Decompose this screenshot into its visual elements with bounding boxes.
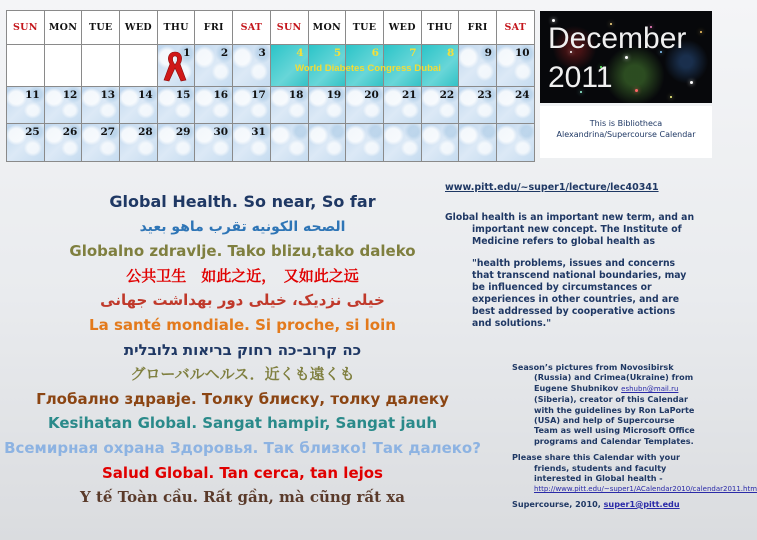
- day-number: 12: [62, 89, 78, 101]
- weekday-header: WED: [384, 11, 422, 45]
- quote-text: "health problems, issues and concerns that transcend national boundaries, may be influenced by circumstances or experiences in other countries, and are best addressed by cooperative actions and solutions.": [472, 258, 687, 329]
- day-number: 6: [371, 47, 379, 59]
- day-number: 16: [213, 89, 229, 101]
- empty-day-cell: [45, 45, 83, 87]
- share-text: [512, 452, 757, 495]
- day-cell: [384, 87, 422, 124]
- day-number: 26: [62, 126, 78, 138]
- day-number: 25: [25, 126, 40, 138]
- slogan-line: Globalno zdravlje. Tako blizu,tako daleko: [69, 242, 416, 261]
- day-number: 23: [477, 89, 492, 101]
- day-number: 27: [100, 126, 116, 138]
- day-cell: [45, 87, 83, 124]
- day-number: 21: [401, 89, 417, 101]
- slogan-line: خیلی نزدیک، خیلی دور بهداشت جهانی: [100, 291, 385, 310]
- day-number: 15: [175, 89, 191, 101]
- slogan-line: 公共卫生 如此之近， 又如此之远: [126, 266, 359, 285]
- sparkle-decoration: [700, 31, 702, 33]
- day-number: 22: [439, 89, 455, 101]
- day-number: 14: [138, 89, 153, 101]
- day-cell: [422, 45, 460, 87]
- day-cell: [158, 45, 196, 87]
- day-number: 1: [183, 47, 191, 59]
- weekday-header: SAT: [497, 11, 535, 45]
- weekday-header: TUE: [346, 11, 384, 45]
- sparkle-decoration: [625, 56, 628, 59]
- day-cell: [271, 45, 309, 87]
- share-link[interactable]: http://www.pitt.edu/~super1/ACalendar2010/calendar2011.htm: [534, 485, 757, 494]
- day-number: 28: [138, 126, 153, 138]
- slogan-line: Salud Global. Tan cerca, tan lejos: [102, 463, 383, 482]
- day-cell: [422, 87, 460, 124]
- day-number: 20: [364, 89, 379, 101]
- year: 2011: [548, 61, 613, 94]
- day-cell: [459, 45, 497, 87]
- slogan-line: Kesihatan Global. Sangat hampir, Sangat jauh: [47, 414, 438, 433]
- weekday-header: SAT: [233, 11, 271, 45]
- aids-ribbon-icon: [162, 47, 191, 87]
- day-number: 10: [515, 47, 530, 59]
- day-number: 29: [175, 126, 191, 138]
- weekday-header: THU: [422, 11, 460, 45]
- weekday-header: FRI: [195, 11, 233, 45]
- day-number: 3: [258, 47, 266, 59]
- day-cell: [82, 124, 120, 162]
- weekday-header: THU: [158, 11, 196, 45]
- day-cell: [45, 124, 83, 162]
- day-cell: [346, 45, 384, 87]
- empty-day-cell: [384, 124, 422, 162]
- day-number: 19: [326, 89, 342, 101]
- day-cell: [233, 87, 271, 124]
- day-number: 8: [446, 47, 455, 59]
- month-name: December: [548, 22, 687, 55]
- global-health-translations: [0, 190, 485, 510]
- day-cell: [82, 87, 120, 124]
- day-cell: [271, 87, 309, 124]
- day-cell: [233, 124, 271, 162]
- day-cell: [120, 124, 158, 162]
- empty-day-cell: [120, 45, 158, 87]
- month-photo: [540, 11, 712, 103]
- credits-email-link[interactable]: eshubn@mail.ru: [621, 384, 679, 393]
- sparkle-decoration: [690, 81, 693, 84]
- day-number: 13: [100, 89, 116, 101]
- day-number: 30: [213, 126, 229, 138]
- slogan-line: Global Health. So near, So far: [109, 192, 376, 211]
- day-cell: [120, 87, 158, 124]
- empty-day-cell: [346, 124, 384, 162]
- day-number: 18: [288, 89, 304, 101]
- day-number: 7: [409, 47, 417, 59]
- day-cell: [195, 124, 233, 162]
- share-message: Please share this Calendar with your friends, students and faculty interested in Global health -: [512, 452, 680, 484]
- day-cell: [7, 87, 45, 124]
- credits-part-b: (Siberia), creator of this Calendar with the guidelines by Ron LaPorte (USA) and help of Supercourse Team as well using Microsoft Office programs and Calendar Templates.: [534, 394, 695, 446]
- weekday-header: SUN: [271, 11, 309, 45]
- credits-block: [512, 362, 757, 509]
- intro-text: Global health is an important new term, and an important new concept. The Institute of Medicine refers to global health as: [445, 212, 695, 247]
- credits-text: [512, 362, 698, 446]
- day-number: 11: [25, 89, 40, 101]
- weekday-header: MON: [309, 11, 347, 45]
- day-cell: [195, 87, 233, 124]
- day-cell: [459, 87, 497, 124]
- slogan-line: グローバルヘルス．近くも遠くも: [130, 365, 355, 384]
- day-cell: [233, 45, 271, 87]
- day-number: 4: [296, 47, 304, 59]
- day-cell: [158, 124, 196, 162]
- empty-day-cell: [459, 124, 497, 162]
- day-cell: [384, 45, 422, 87]
- footer-text: Supercourse, 2010,: [512, 498, 601, 509]
- day-cell: [195, 45, 233, 87]
- sparkle-decoration: [635, 89, 638, 92]
- calendar-grid: [6, 10, 535, 162]
- day-number: 24: [515, 89, 530, 101]
- calendar-note: [540, 106, 712, 158]
- slogan-line: Глобално здравје. Толку блиску, толку далеку: [36, 389, 449, 408]
- event-label: World Diabetes Congress Dubai: [295, 63, 441, 74]
- day-cell: [309, 45, 347, 87]
- footer-email-link[interactable]: super1@pitt.edu: [603, 498, 680, 509]
- credits-part-a: Season’s pictures from Novosibirsk (Russia) and Crimea(Ukraine) from Eugene Shubnikov: [512, 362, 694, 393]
- weekday-header: TUE: [82, 11, 120, 45]
- sparkle-decoration: [670, 96, 672, 98]
- day-cell: [346, 87, 384, 124]
- footer: [512, 499, 698, 509]
- weekday-header: MON: [45, 11, 83, 45]
- slogan-line: כה קרוב-כה רחוק בריאות גלובלית: [123, 340, 362, 359]
- calendar-note-line1: This is Bibliotheca: [589, 119, 663, 128]
- day-cell: [158, 87, 196, 124]
- weekday-header: FRI: [459, 11, 497, 45]
- empty-day-cell: [422, 124, 460, 162]
- info-text: [445, 212, 695, 330]
- day-cell: [497, 45, 535, 87]
- empty-day-cell: [271, 124, 309, 162]
- slogan-line: Y tế Toàn cầu. Rất gần, mà cũng rất xa: [80, 488, 405, 507]
- empty-day-cell: [82, 45, 120, 87]
- empty-day-cell: [7, 45, 45, 87]
- empty-day-cell: [309, 124, 347, 162]
- day-number: 9: [484, 47, 492, 59]
- day-cell: [7, 124, 45, 162]
- weekday-header: WED: [120, 11, 158, 45]
- lecture-url-link[interactable]: www.pitt.edu/~super1/lecture/lec40341: [445, 182, 659, 193]
- day-number: 31: [251, 126, 266, 138]
- weekday-header: SUN: [7, 11, 45, 45]
- day-number: 5: [333, 47, 342, 59]
- slogan-line: الصحه الكونيه تقرب ماهو بعيد: [139, 218, 346, 235]
- day-cell: [309, 87, 347, 124]
- day-number: 2: [220, 47, 229, 59]
- slogan-line: La santé mondiale. Si proche, si loin: [89, 315, 396, 334]
- day-cell: [497, 87, 535, 124]
- empty-day-cell: [497, 124, 535, 162]
- calendar-note-line2: Alexandrina/Supercourse Calendar: [556, 130, 696, 139]
- day-number: 17: [251, 89, 266, 101]
- slogan-line: Всемирная охрана Здоровья. Так близко! Так далеко?: [4, 438, 481, 457]
